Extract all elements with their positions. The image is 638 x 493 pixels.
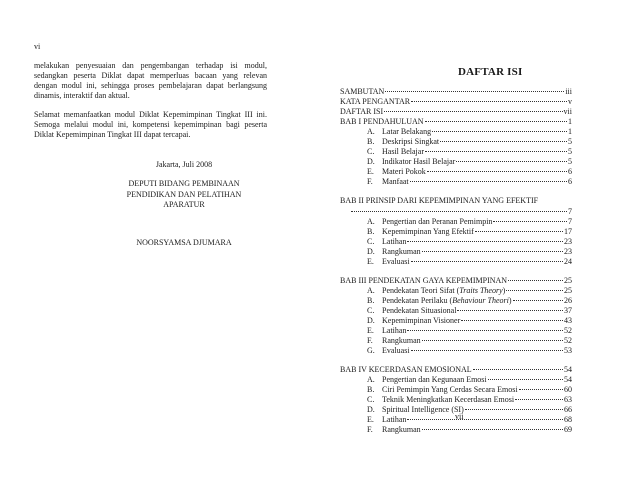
toc-dot-leader <box>508 280 563 281</box>
toc-subentry <box>340 286 572 296</box>
toc-page-number: 68 <box>564 415 572 425</box>
toc-entry-letter: E. <box>367 167 374 177</box>
toc-page-number: 6 <box>568 167 572 177</box>
toc-dot-leader <box>440 141 567 142</box>
table-of-contents <box>340 87 572 436</box>
toc-entry-letter: C. <box>367 305 375 315</box>
toc-entry-label: BAB I PENDAHULUAN <box>340 117 424 127</box>
toc-page-number: 66 <box>564 405 572 415</box>
toc-page-number: 63 <box>564 395 572 405</box>
toc-entry-label: Ciri Pemimpin Yang Cerdas Secara Emosi <box>382 385 518 395</box>
toc-subentry <box>340 316 572 326</box>
toc-subentry <box>340 217 572 227</box>
toc-entry-label: Latihan <box>382 236 407 246</box>
toc-entry <box>340 97 572 107</box>
toc-entry-letter: A. <box>367 127 375 137</box>
toc-page-number: 5 <box>568 137 572 147</box>
toc-dot-leader <box>407 419 563 420</box>
toc-entry-letter: C. <box>367 147 375 157</box>
toc-entry-label: Pendekatan Teori Sifat (Traits Theory) <box>382 285 506 295</box>
toc-page-number: 23 <box>564 236 572 246</box>
toc-dot-leader <box>410 181 567 182</box>
toc-subentry <box>340 385 572 395</box>
toc-dot-leader <box>425 121 567 122</box>
toc-entry-letter: C. <box>367 236 375 246</box>
toc-page-number: 26 <box>564 295 572 305</box>
toc-dot-leader <box>384 111 562 112</box>
toc-entry-letter: B. <box>367 226 375 236</box>
toc-subentry <box>340 257 572 267</box>
toc-page-number: vii <box>563 107 572 117</box>
toc-entry-letter: B. <box>367 137 375 147</box>
toc-entry-letter: G. <box>367 346 375 356</box>
toc-entry-letter: F. <box>367 177 373 187</box>
toc-page-number: 5 <box>568 157 572 167</box>
paragraph-intro: melakukan penyesuaian dan pengembangan terhadap isi modul, sedangkan peserta Diklat dapat memperluas bacaan yang relevan dengan modul ini, sehingga proses pembelajaran dapat berlangsung dinamis, interaktif dan aktual. <box>34 61 267 100</box>
paragraph-closing: Selamat memanfaatkan modul Diklat Kepemimpinan Tingkat III ini. Semoga melalui modul ini, kompetensi kepemimpinan bagi peserta Diklat Kepemimpinan Tingkat III dapat tercapai. <box>34 110 267 139</box>
toc-page-number: 53 <box>564 346 572 356</box>
toc-entry-label: Evaluasi <box>382 256 410 266</box>
signature-date: Jakarta, Juli 2008 <box>155 160 213 169</box>
toc-page-number: 6 <box>568 177 572 187</box>
toc-entry-letter: E. <box>367 256 374 266</box>
toc-page-number: 7 <box>568 206 572 216</box>
toc-entry-letter: C. <box>367 395 375 405</box>
page-number-right: vii <box>455 412 464 421</box>
toc-entry-label: BAB IV KECERDASAN EMOSIONAL <box>340 365 472 375</box>
toc-entry-label: Latihan <box>382 326 407 336</box>
toc-dot-leader <box>351 211 567 212</box>
toc-entry-label: Manfaat <box>382 177 409 187</box>
toc-entry-label: Rangkuman <box>382 336 421 346</box>
toc-dot-leader <box>457 310 563 311</box>
toc-subentry <box>340 147 572 157</box>
toc-page-number: 24 <box>564 256 572 266</box>
toc-dot-leader <box>515 399 563 400</box>
toc-entry-label: SAMBUTAN <box>340 87 385 96</box>
toc-subentry <box>340 326 572 336</box>
toc-dot-leader <box>519 389 563 390</box>
toc-entry-label: KATA PENGANTAR <box>340 97 411 107</box>
toc-subentry <box>340 425 572 435</box>
toc-spacer <box>340 356 572 365</box>
toc-subentry <box>340 157 572 167</box>
toc-chapter-heading <box>340 196 572 206</box>
toc-dot-leader <box>411 101 567 102</box>
toc-dot-leader <box>513 300 563 301</box>
toc-page-number: 37 <box>564 305 572 315</box>
toc-dot-leader <box>411 261 563 262</box>
toc-dot-leader <box>422 340 563 341</box>
toc-page-number: 25 <box>564 285 572 295</box>
office-line: APARATUR <box>163 200 205 209</box>
toc-page-number: 43 <box>564 315 572 325</box>
toc-entry-letter: F. <box>367 336 373 346</box>
toc-subentry <box>340 137 572 147</box>
toc-page-number: 54 <box>564 365 572 375</box>
toc-page-number: 60 <box>564 385 572 395</box>
toc-dot-leader <box>407 241 563 242</box>
toc-entry-label: Spiritual Intelligence (SI) <box>382 405 464 415</box>
toc-entry-italic: Behaviour Theori <box>452 295 509 305</box>
toc-subentry <box>340 346 572 356</box>
toc-subentry <box>340 306 572 316</box>
office-line: DEPUTI BIDANG PEMBINAAN <box>128 179 240 188</box>
toc-entry-label: Rangkuman <box>382 246 421 256</box>
toc-entry-label: Latihan <box>382 415 407 425</box>
toc-entry-label: Pendekatan Perilaku (Behaviour Theori) <box>382 295 512 305</box>
toc-subentry <box>340 127 572 137</box>
toc-dot-leader <box>465 409 563 410</box>
toc-dot-leader <box>473 369 563 370</box>
toc-dot-leader <box>407 330 563 331</box>
toc-entry-letter: D. <box>367 157 375 167</box>
toc-page-number: 25 <box>564 275 572 285</box>
toc-page-number: 54 <box>564 375 572 385</box>
toc-entry-label: Pengertian dan Kegunaan Emosi <box>382 375 487 385</box>
toc-dot-leader <box>425 151 567 152</box>
toc-entry-label: Rangkuman <box>382 425 421 435</box>
signatory-name: NOORSYAMSA DJUMARA <box>136 238 232 247</box>
toc-entry-letter: A. <box>367 285 375 295</box>
toc-subentry <box>340 227 572 237</box>
toc-title: DAFTAR ISI <box>458 66 523 78</box>
toc-entry-label: Pendekatan Situasional <box>382 305 457 315</box>
toc-page-number: 5 <box>568 147 572 157</box>
toc-page-number: 52 <box>564 326 572 336</box>
toc-page-number: 52 <box>564 336 572 346</box>
toc-subentry <box>340 296 572 306</box>
page-number-left: vi <box>34 42 41 51</box>
toc-entry-label: Deskripsi Singkat <box>382 137 440 147</box>
toc-entry-label: Latar Belakang <box>382 127 432 137</box>
toc-entry-letter: B. <box>367 295 375 305</box>
toc-spacer <box>340 187 572 196</box>
toc-dot-leader <box>411 350 563 351</box>
signature-office <box>104 179 264 211</box>
toc-dot-leader <box>385 91 564 92</box>
toc-dot-leader <box>456 161 567 162</box>
toc-page-number: 7 <box>568 216 572 226</box>
toc-dot-leader <box>493 221 567 222</box>
toc-dot-leader <box>475 231 563 232</box>
toc-entry-letter: D. <box>367 246 375 256</box>
toc-dot-leader <box>422 429 563 430</box>
toc-entry-letter: E. <box>367 415 374 425</box>
toc-dot-leader <box>427 171 567 172</box>
toc-page-number: iii <box>565 87 572 96</box>
toc-dot-leader <box>461 320 563 321</box>
office-line: PENDIDIKAN DAN PELATIHAN <box>126 189 242 199</box>
toc-dot-leader <box>432 131 567 132</box>
toc-subentry <box>340 247 572 257</box>
toc-page-number: 23 <box>564 246 572 256</box>
toc-page-number: 17 <box>564 226 572 236</box>
toc-entry-letter: B. <box>367 385 375 395</box>
toc-dot-leader <box>488 379 563 380</box>
toc-entry <box>340 365 572 375</box>
toc-subentry <box>340 395 572 405</box>
toc-dot-leader <box>422 251 563 252</box>
toc-entry-letter: F. <box>367 425 373 435</box>
toc-entry-label: Evaluasi <box>382 346 410 356</box>
toc-page-number: 1 <box>568 117 572 127</box>
toc-dot-leader <box>506 290 563 291</box>
toc-entry-label: Kepemimpinan Visioner <box>382 315 461 325</box>
toc-entry-label: BAB III PENDEKATAN GAYA KEPEMIMPINAN <box>340 275 508 285</box>
toc-entry-italic: Traits Theory <box>459 285 503 295</box>
toc-entry-label: DAFTAR ISI <box>340 107 384 117</box>
toc-subentry <box>340 336 572 346</box>
toc-entry-letter: E. <box>367 326 374 336</box>
toc-entry-letter: A. <box>367 375 375 385</box>
toc-subentry <box>340 375 572 385</box>
toc-entry <box>340 117 572 127</box>
toc-entry-label: Hasil Belajar <box>382 147 424 157</box>
toc-page-number: 1 <box>568 127 572 137</box>
toc-entry <box>340 107 572 117</box>
toc-entry <box>340 87 572 97</box>
toc-entry-label: Materi Pokok <box>382 167 426 177</box>
toc-entry-label: BAB II PRINSIP DARI KEPEMIMPINAN YANG EFEKTIF <box>340 196 539 206</box>
toc-entry-label: Indikator Hasil Belajar <box>382 157 456 167</box>
toc-spacer <box>340 267 572 276</box>
toc-entry-letter: A. <box>367 216 375 226</box>
left-page <box>0 0 300 493</box>
toc-subentry <box>340 177 572 187</box>
toc-entry-letter: D. <box>367 405 375 415</box>
toc-page-number: v <box>568 97 572 107</box>
toc-subentry <box>340 167 572 177</box>
toc-entry <box>340 276 572 286</box>
toc-subentry <box>340 237 572 247</box>
toc-entry-label: Pengertian dan Peranan Pemimpin <box>382 216 493 226</box>
toc-entry-label: Kepemimpinan Yang Efektif <box>382 226 474 236</box>
toc-page-number: 69 <box>564 425 572 435</box>
toc-entry-label: Teknik Meningkatkan Kecerdasan Emosi <box>382 395 515 405</box>
toc-chapter-leader <box>340 207 572 217</box>
right-page <box>318 0 638 493</box>
toc-entry-letter: D. <box>367 315 375 325</box>
